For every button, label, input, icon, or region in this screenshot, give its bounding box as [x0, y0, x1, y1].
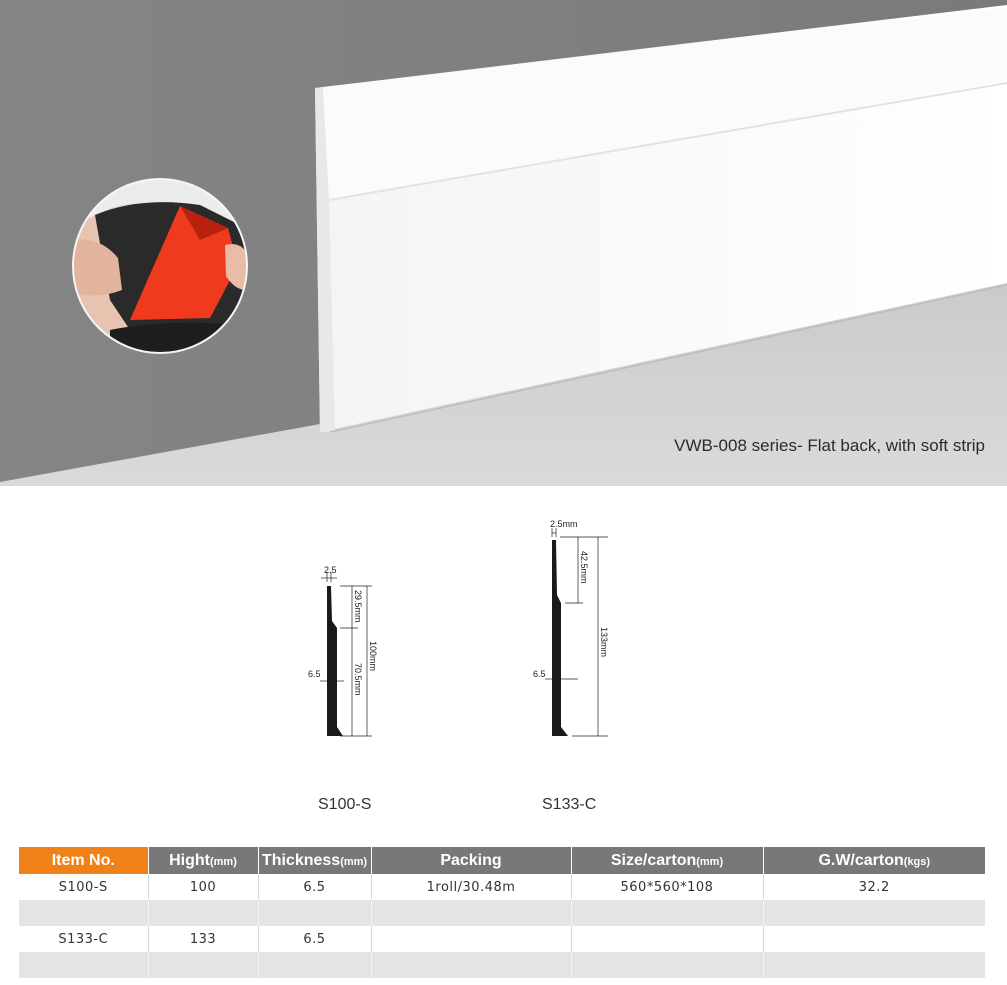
- header-item-no: Item No.: [19, 847, 148, 874]
- cell-thickness: [258, 900, 371, 926]
- cell-thickness: [258, 952, 371, 978]
- spec-table: [19, 847, 985, 978]
- cell-size-carton: [571, 926, 763, 952]
- profile-drawing-s100-s: [308, 565, 378, 736]
- cell-size-carton: 560*560*108: [571, 874, 763, 900]
- table-row: [19, 926, 985, 952]
- cell-gw-carton: 32.2: [858, 879, 890, 895]
- model-label-s133-c: S133-C: [542, 796, 597, 813]
- s100-top-width-label: 2.5: [324, 565, 337, 575]
- s100-total-height-label: 100mm: [368, 641, 378, 672]
- cell-packing: [371, 952, 571, 978]
- cell-item-no: S100-S: [19, 874, 148, 900]
- cell-height: [148, 952, 258, 978]
- header-gw-carton: G.W/carton(kgs): [763, 847, 985, 874]
- cell-gw-carton: [763, 926, 985, 952]
- header-thickness: Thickness(mm): [258, 847, 371, 874]
- table-row: [19, 874, 985, 900]
- cell-size-carton: [571, 952, 763, 978]
- technical-drawings: [0, 486, 1007, 826]
- table-header-row: [19, 847, 985, 874]
- cell-item-no: [19, 900, 148, 926]
- s133-top-width-label: 2.5mm: [550, 519, 578, 529]
- cell-packing: 1roll/30.48m: [371, 874, 571, 900]
- table-row: [19, 952, 985, 978]
- profile-drawing-s133-c: [533, 519, 609, 736]
- cell-height: [148, 900, 258, 926]
- cell-gw-carton: [763, 900, 985, 926]
- cell-packing: [371, 926, 571, 952]
- header-height: Hight(mm): [148, 847, 258, 874]
- model-label-s100-s: S100-S: [318, 796, 372, 813]
- cell-height: 133: [148, 926, 258, 952]
- cell-thickness: 6.5: [258, 926, 371, 952]
- cell-gw-carton: [763, 952, 985, 978]
- cell-item-no: S133-C: [19, 926, 148, 952]
- header-size-carton: Size/carton(mm): [571, 847, 763, 874]
- s100-thickness-label: 6.5: [308, 669, 321, 679]
- s133-top-height-label: 42.5mm: [579, 551, 589, 584]
- series-caption: VWB-008 series- Flat back, with soft strip: [674, 436, 985, 455]
- s100-lower-height-label: 70.5mm: [353, 663, 363, 696]
- cell-size-carton: [571, 900, 763, 926]
- s133-total-height-label: 133mm: [599, 627, 609, 658]
- s133-thickness-label: 6.5: [533, 669, 546, 679]
- cell-item-no: [19, 952, 148, 978]
- cell-thickness: 6.5: [258, 874, 371, 900]
- table-row: [19, 900, 985, 926]
- cell-packing: [371, 900, 571, 926]
- header-packing: Packing: [371, 847, 571, 874]
- cell-height: 100: [148, 874, 258, 900]
- hero-image: [0, 0, 1007, 486]
- s100-top-height-label: 29.5mm: [353, 590, 363, 623]
